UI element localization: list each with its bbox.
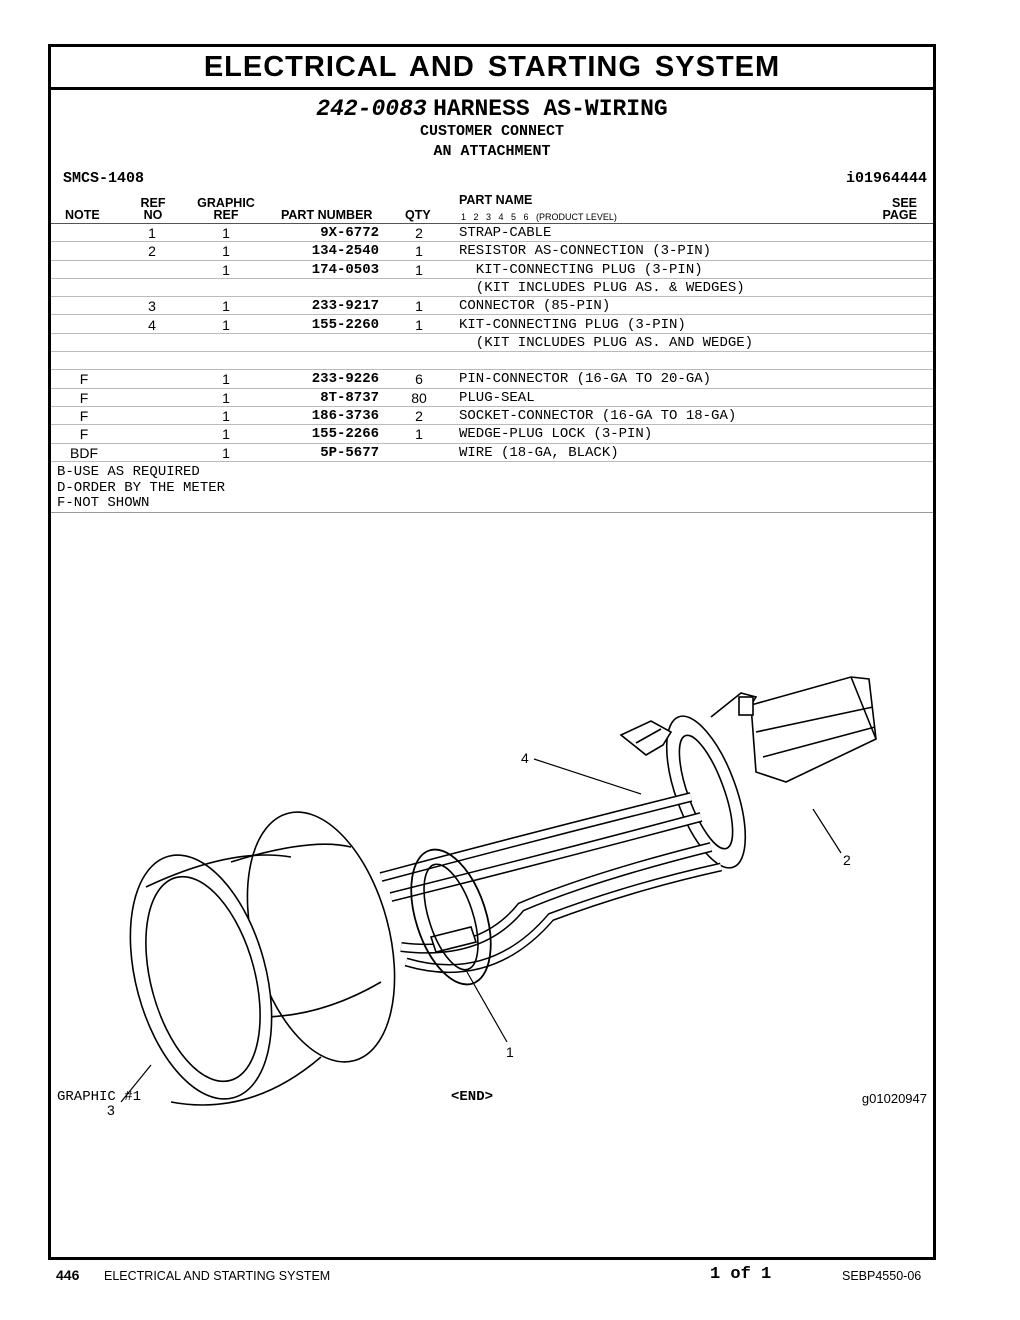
row-ref-no: 4 xyxy=(148,316,156,333)
doc-number: SEBP4550-06 xyxy=(842,1269,922,1283)
row-graphic-ref: 1 xyxy=(222,298,230,315)
row-part-name: PIN-CONNECTOR (16-GA TO 20-GA) xyxy=(459,371,712,388)
row-part-number: 8T-8737 xyxy=(320,389,379,406)
col-product-level: 1 2 3 4 5 6 (PRODUCT LEVEL) xyxy=(461,212,617,222)
col-note: NOTE xyxy=(65,208,100,222)
subtitle-attachment: AN ATTACHMENT xyxy=(433,143,551,160)
harness-wires xyxy=(381,797,721,969)
row-qty: 2 xyxy=(415,225,423,241)
row-note: BDF xyxy=(70,444,98,461)
row-part-name: (KIT INCLUDES PLUG AS. AND WEDGE) xyxy=(459,334,754,351)
notes-divider xyxy=(51,512,933,513)
row-graphic-ref: 1 xyxy=(222,444,230,461)
system-title: ELECTRICAL AND STARTING SYSTEM xyxy=(203,51,781,83)
row-part-name: SOCKET-CONNECTOR (16-GA TO 18-GA) xyxy=(459,408,737,424)
row-graphic-ref: 1 xyxy=(222,261,230,278)
note-b: B-USE AS REQUIRED xyxy=(57,464,200,480)
illustration-id: i01964444 xyxy=(845,170,927,187)
col-see-bottom: PAGE xyxy=(882,208,917,222)
table-row xyxy=(51,316,933,334)
row-part-number: 174-0503 xyxy=(311,261,379,278)
group-part-number: 242-0083 xyxy=(316,96,427,122)
row-part-name: STRAP-CABLE xyxy=(459,225,552,241)
row-qty: 1 xyxy=(415,298,423,315)
subtitle-customer-connect: CUSTOMER CONNECT xyxy=(419,123,565,140)
row-ref-no: 1 xyxy=(148,225,156,241)
table-row xyxy=(51,444,933,462)
col-graphic-bottom: REF xyxy=(213,208,239,222)
row-graphic-ref: 1 xyxy=(222,389,230,406)
col-see-top: SEE xyxy=(891,196,917,210)
table-row xyxy=(51,352,933,370)
col-ref-bottom: NO xyxy=(143,208,163,222)
callout-4: 4 xyxy=(521,750,529,766)
row-part-number: 9X-6772 xyxy=(320,225,379,241)
leader-line-1 xyxy=(467,972,507,1042)
table-row xyxy=(51,261,933,279)
row-part-name: RESISTOR AS-CONNECTION (3-PIN) xyxy=(459,243,712,260)
row-graphic-ref: 1 xyxy=(222,426,230,443)
note-d: D-ORDER BY THE METER xyxy=(57,479,226,496)
table-row xyxy=(51,224,933,242)
table-row xyxy=(51,370,933,388)
footer-section: ELECTRICAL AND STARTING SYSTEM xyxy=(104,1269,331,1283)
row-graphic-ref: 1 xyxy=(222,316,230,333)
graphic-label: GRAPHIC #1 xyxy=(57,1089,142,1105)
col-ref-top: REF xyxy=(140,196,166,210)
leader-line-4 xyxy=(534,759,641,794)
row-qty: 1 xyxy=(415,316,423,333)
row-graphic-ref: 1 xyxy=(222,408,230,424)
row-qty: 80 xyxy=(411,389,427,406)
row-part-number: 233-9226 xyxy=(311,371,379,388)
row-ref-no: 2 xyxy=(148,243,156,260)
page-of: 1 of 1 xyxy=(710,1265,772,1284)
row-part-number: 186-3736 xyxy=(311,408,379,424)
callout-2: 2 xyxy=(843,852,851,868)
page-frame xyxy=(48,44,936,1260)
col-part-name: PART NAME xyxy=(459,193,533,207)
row-note: F xyxy=(79,389,89,406)
row-part-name: (KIT INCLUDES PLUG AS. & WEDGES) xyxy=(459,279,745,296)
row-part-name: WEDGE-PLUG LOCK (3-PIN) xyxy=(459,426,653,443)
page-number: 446 xyxy=(56,1267,80,1283)
row-part-number: 155-2260 xyxy=(311,316,379,333)
table-row xyxy=(51,425,933,443)
row-graphic-ref: 1 xyxy=(222,225,230,241)
title-divider xyxy=(51,87,933,90)
row-qty: 2 xyxy=(415,408,423,424)
row-qty: 6 xyxy=(415,371,423,388)
graphic-id: g01020947 xyxy=(861,1091,927,1106)
row-part-number: 134-2540 xyxy=(311,243,379,260)
row-qty: 1 xyxy=(415,426,423,443)
col-qty: QTY xyxy=(405,208,431,222)
col-graphic-top: GRAPHIC xyxy=(197,196,255,210)
row-part-name: WIRE (18-GA, BLACK) xyxy=(459,444,619,461)
callout-1: 1 xyxy=(506,1044,514,1060)
row-part-name: KIT-CONNECTING PLUG (3-PIN) xyxy=(459,316,686,333)
row-part-number: 233-9217 xyxy=(311,298,379,315)
table-row xyxy=(51,407,933,425)
leader-line-2 xyxy=(813,809,841,853)
group-title xyxy=(51,94,933,122)
callout-3: 3 xyxy=(107,1102,115,1118)
row-note: F xyxy=(79,408,89,424)
row-part-name: CONNECTOR (85-PIN) xyxy=(459,298,611,315)
row-part-number: 5P-5677 xyxy=(320,444,379,461)
row-graphic-ref: 1 xyxy=(222,243,230,260)
row-note: F xyxy=(79,426,89,443)
main-connector xyxy=(106,796,420,1115)
table-row xyxy=(51,334,933,352)
row-part-name: KIT-CONNECTING PLUG (3-PIN) xyxy=(459,261,703,278)
row-qty: 1 xyxy=(415,243,423,260)
row-qty: 1 xyxy=(415,261,423,278)
row-graphic-ref: 1 xyxy=(222,371,230,388)
row-ref-no: 3 xyxy=(148,298,156,315)
table-row xyxy=(51,389,933,407)
harness-illustration xyxy=(51,517,933,1137)
row-part-number: 155-2266 xyxy=(311,426,379,443)
smcs-code: SMCS-1408 xyxy=(63,170,145,187)
resistor-connector-body xyxy=(711,677,876,782)
table-row xyxy=(51,297,933,315)
row-part-name: PLUG-SEAL xyxy=(459,389,535,406)
row-note: F xyxy=(79,371,89,388)
end-label: <END> xyxy=(451,1089,494,1105)
group-name: HARNESS AS-WIRING xyxy=(433,96,668,122)
table-row xyxy=(51,242,933,260)
table-row xyxy=(51,279,933,297)
note-f: F-NOT SHOWN xyxy=(57,495,150,511)
col-part-number: PART NUMBER xyxy=(281,208,373,222)
notes-block xyxy=(57,465,225,512)
